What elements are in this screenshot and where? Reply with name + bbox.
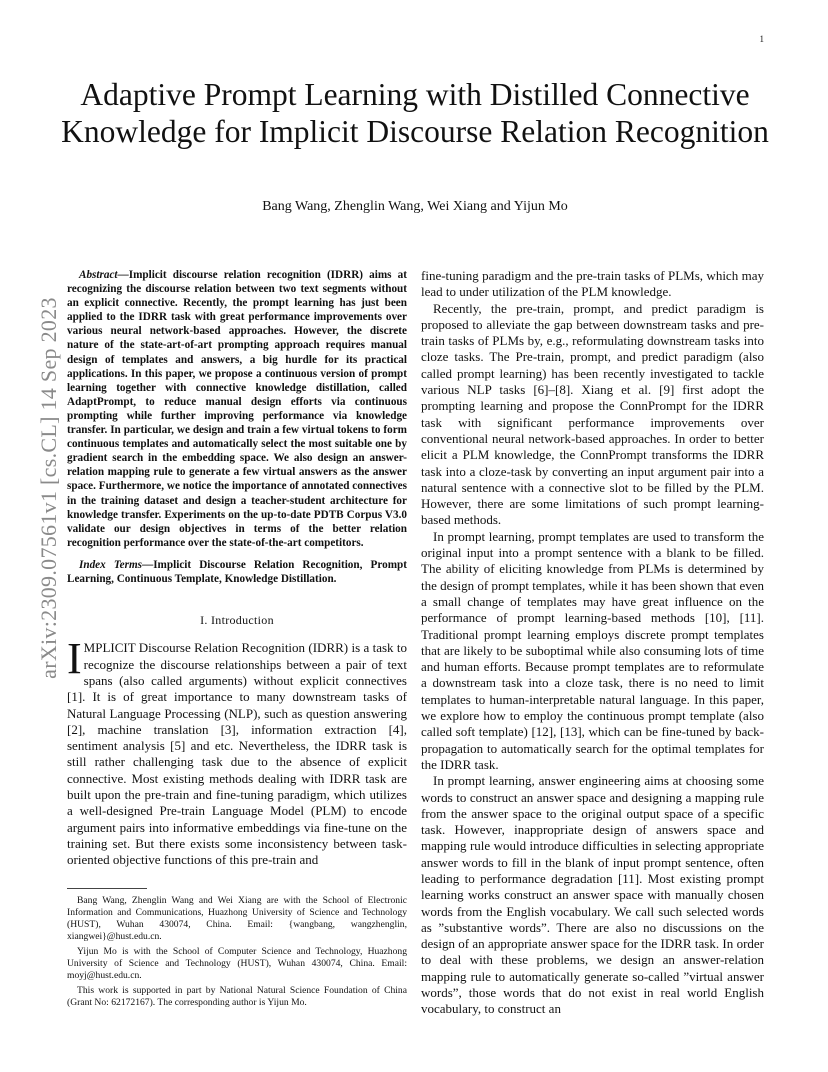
abstract-text: —Implicit discourse relation recognition (IDRR) aims at recognizing the discourse relation between two text segments without an explicit connective. Recently, the prompt learning has just been applied to the IDRR task with great performance improvements over various neural network-based approaches. However, the discrete nature of the state-art-of-art prompting approach requires manual design of templates and answers, a big hurdle for its practical applications. In this paper, we propose a continuous version of prompt learning together with connective knowledge distillation, called AdaptPrompt, to reduce manual design efforts via continuous prompting while further improving performance via knowledge transfer. In particular, we design and train a few virtual tokens to form continuous templates and automatically select the most suitable one by gradient search in the embedding space. We also design an answer-relation mapping rule to generate a few virtual answers as the answer space. Furthermore, we notice the importance of annotated connectives in the training dataset and design a teacher-student architecture for knowledge transfer. Experiments on the up-to-date PDTB Corpus V3.0 validate our design objectives in terms of the better relation recognition performance over the state-of-the-art competitors. xyxy=(67,269,407,549)
intro-text: MPLICIT Discourse Relation Recognition (IDRR) is a task to recognize the discourse relationships between a pair of text spans (also called arguments) without explicit connectives [1]. It is of great importance to many downstream tasks of Natural Language Processing (NLP), such as question answering [2], machine translation [3], information extraction [4], sentiment analysis [5] and etc. Nevertheless, the IDRR task is still rather challenging task due to the absence of explicit connective. Most existing methods dealing with IDRR task are built upon the pre-train and fine-tuning paradigm, which utilizes a well-designed Pre-train Language Model (PLM) to encode argument pairs into informative embeddings via fine-tune on the training set. But there exists some inconsistency between task-oriented objective functions of this pre-train and xyxy=(67,640,407,868)
section-heading: I. Introduction xyxy=(200,613,274,628)
author-list: Bang Wang, Zhenglin Wang, Wei Xiang and Yijun Mo xyxy=(262,199,568,214)
index-terms-lead: Index Terms xyxy=(79,558,143,571)
footnotes xyxy=(67,888,407,1012)
right-paragraph-2: Recently, the pre-train, prompt, and predict paradigm is proposed to alleviate the gap between downstream tasks and pre-train tasks of PLMs by, e.g., reformulating downstream tasks into cloze tasks. The Pre-train, prompt, and predict paradigm (also called prompt learning) has been recently investigated to tackle various NLP tasks [6]–[8]. Xiang et al. [9] first adopt the prompting learning and propose the ConnPrompt for the IDRR task with significant performance improvements over conventional neural network-based approaches. In order to better elicit a PLM knowledge, the ConnPrompt transforms the IDRR task into a cloze-task by converting an input argument pair into a natural sentence with a connective slot to be filled by the PLM. However, there are some limitations of such prompt learning-based methods. xyxy=(421,300,764,528)
right-paragraph-4: In prompt learning, answer engineering aims at choosing some words to construct an answer space and designing a mapping rule from the answer space to the original output space of a specific task. However, inappropriate design of answers space and mapping rule would introduce difficulties in selecting appropriate answer words to fill in the blank of input prompt sentence, often leading to performance degradation [11]. Most existing prompt learning works construct an answer space with manually chosen words from the English vocabulary. We call such selected words as ”substantive words”. There are also no discussions on the design of an appropriate answer space for the IDRR task. In order to deal with these problems, we design an answer-relation mapping rule to automatically generate so-called ”virtual answer words”, those words that do not exist in real world English vocabulary, to construct an xyxy=(421,773,764,1017)
index-terms-text: —Implicit Discourse Relation Recognition, Prompt Learning, Continuous Template, Knowledge Distillation. xyxy=(67,558,407,585)
index-terms xyxy=(67,558,407,586)
footnote-affiliation-1: Bang Wang, Zhenglin Wang and Wei Xiang are with the School of Electronic Information and Communications, Huazhong University of Science and Technology (HUST), Wuhan 430074, China. Email: {wangbang, wangzhenglin, xiangwei}@hust.edu.cn. xyxy=(67,895,407,942)
arxiv-stamp: arXiv:2309.07561v1 [cs.CL] 14 Sep 2023 xyxy=(36,297,61,679)
footnote-funding: This work is supported in part by National Natural Science Foundation of China (Grant No: 62172167). The corresponding author is Yijun Mo. xyxy=(67,985,407,1008)
intro-paragraph xyxy=(67,634,407,868)
right-paragraph-1: fine-tuning paradigm and the pre-train tasks of PLMs, which may lead to under utilization of the PLM knowledge. xyxy=(421,268,764,300)
drop-cap: I xyxy=(67,634,82,684)
abstract-lead: Abstract xyxy=(79,269,118,281)
paper-title: Adaptive Prompt Learning with Distilled Connective Knowledge for Implicit Discourse Relation Recognition xyxy=(61,77,769,149)
right-paragraph-3: In prompt learning, prompt templates are used to transform the original input into a prompt sentence with a blank to be filled. The ability of eliciting knowledge from PLMs is determined by the design of prompt templates, while it has been shown that even a small change of templates may have great influence on the performance of prompt learning-based methods [10], [11]. Traditional prompt learning employs discrete prompt templates that are likely to be suboptimal while also consuming lots of time and human efforts. Because prompt templates are to reformulate a downstream task into a cloze task, there is no need to limit templates to human-interpretable natural language. In this paper, we explore how to employ the continuous prompt template (also called soft template) [12], [13], which can be fine-tuned by back-propagation to automatically search for the optimal templates for the IDRR task. xyxy=(421,528,764,772)
abstract xyxy=(67,268,407,550)
footnote-affiliation-2: Yijun Mo is with the School of Computer Science and Technology, Huazhong University of Science and Technology (HUST), Wuhan 430074, China. Email: moyj@hust.edu.cn. xyxy=(67,946,407,981)
left-column xyxy=(67,268,407,869)
page-number: 1 xyxy=(759,34,764,44)
right-column xyxy=(421,268,764,1018)
footnote-rule xyxy=(67,888,147,889)
